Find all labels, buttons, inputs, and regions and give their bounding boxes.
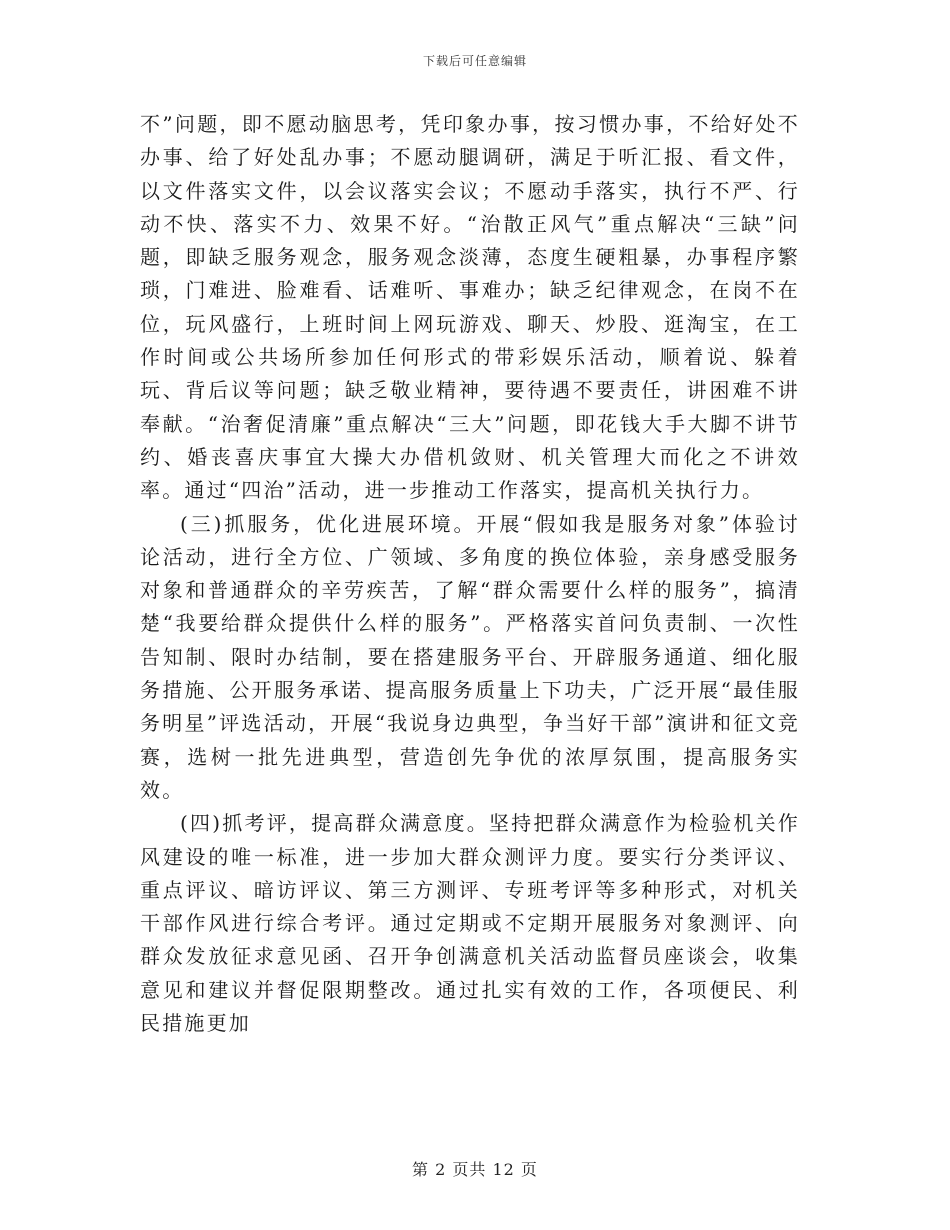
document-body: [140, 108, 800, 1040]
paragraph-evaluation: (四)抓考评，提高群众满意度。坚持把群众满意作为检验机关作风建设的唯一标准，进一步加大群众测评力度。要实行分类评议、重点评议、暗访评议、第三方测评、专班考评等多种形式，对机关干部作风进行综合考评。通过定期或不定期开展服务对象测评、向群众发放征求意见函、召开争创满意机关活动监督员座谈会，收集意见和建议并督促限期整改。通过扎实有效的工作，各项便民、利民措施更加: [140, 811, 800, 1036]
paragraph-service: (三)抓服务，优化进展环境。开展“假如我是服务对象”体验讨论活动，进行全方位、广领域、多角度的换位体验，亲身感受服务对象和普通群众的辛劳疾苦，了解“群众需要什么样的服务”，搞清楚“我要给群众提供什么样的服务”。严格落实首问负责制、一次性告知制、限时办结制，要在搭建服务平台、开辟服务通道、细化服务措施、公开服务承诺、提高服务质量上下功夫，广泛开展“最佳服务明星”评选活动，开展“我说身边典型，争当好干部”演讲和征文竞赛，选树一批先进典型，营造创先争优的浓厚氛围，提高服务实效。: [140, 511, 800, 802]
page-number: 第 2 页共 12 页: [412, 1160, 538, 1179]
page-header: 下载后可任意编辑: [422, 54, 527, 68]
paragraph-continuation: 不”问题，即不愿动脑思考，凭印象办事，按习惯办事，不给好处不办事、给了好处乱办事；不愿动腿调研，满足于听汇报、看文件，以文件落实文件，以会议落实会议；不愿动手落实，执行不严、行动不快、落实不力、效果不好。“治散正风气”重点解决“三缺”问题，即缺乏服务观念，服务观念淡薄，态度生硬粗暴，办事程序繁琐，门难进、脸难看、话难听、事难办；缺乏纪律观念，在岗不在位，玩风盛行，上班时间上网玩游戏、聊天、炒股、逛淘宝，在工作时间或公共场所参加任何形式的带彩娱乐活动，顺着说、躲着玩、背后议等问题；缺乏敬业精神，要待遇不要责任，讲困难不讲奉献。“治奢促清廉”重点解决“三大”问题，即花钱大手大脚不讲节约、婚丧喜庆事宜大操大办借机敛财、机关管理大而化之不讲效率。通过“四治”活动，进一步推动工作落实，提高机关执行力。: [140, 112, 800, 503]
